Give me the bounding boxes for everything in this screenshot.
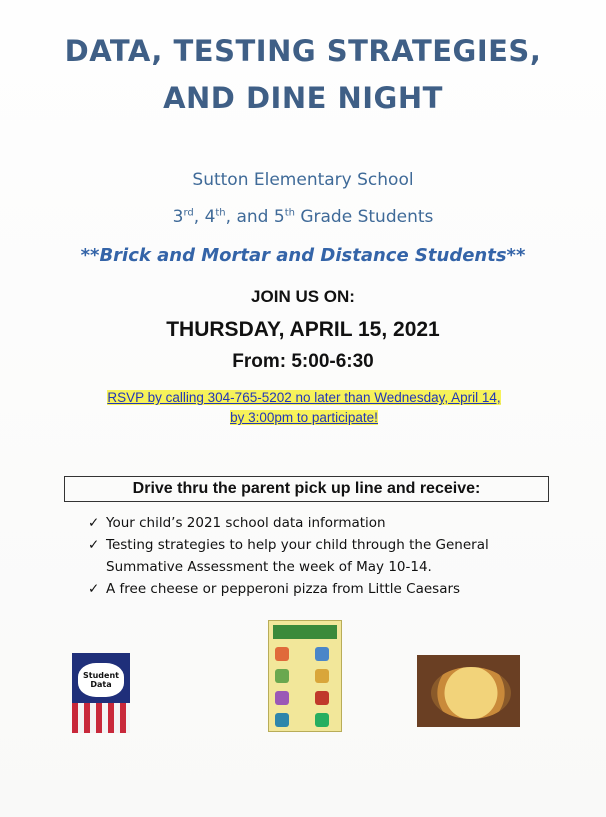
page-title xyxy=(0,28,606,122)
checkmark-icon: ✓ xyxy=(88,581,100,597)
drive-thru-heading: Drive thru the parent pick up line and receive: xyxy=(64,476,549,502)
checkmark-icon: ✓ xyxy=(88,537,100,553)
student-data-image xyxy=(72,653,130,733)
join-label: JOIN US ON: xyxy=(251,287,355,306)
grade-levels: 3rd, 4th, and 5th Grade Students xyxy=(172,207,434,227)
poster-cell xyxy=(275,691,289,705)
checkmark-icon: ✓ xyxy=(88,515,100,531)
audience-line: **Brick and Mortar and Distance Students** xyxy=(80,245,526,266)
poster-cell xyxy=(315,647,329,661)
title-line-1: DATA, TESTING STRATEGIES, xyxy=(64,34,542,68)
poster-cell xyxy=(315,669,329,683)
testing-strategies-poster-image xyxy=(268,620,342,732)
pizza-pie xyxy=(431,667,511,719)
list-item-continuation: Summative Assessment the week of May 10-14. xyxy=(106,559,432,575)
event-time: From: 5:00-6:30 xyxy=(232,351,374,372)
poster-cell xyxy=(275,713,289,727)
school-name: Sutton Elementary School xyxy=(192,170,414,190)
poster-cell xyxy=(275,669,289,683)
poster-cell xyxy=(315,713,329,727)
list-item: ✓ Your child’s 2021 school data information xyxy=(88,512,558,534)
benefits-list xyxy=(88,512,558,600)
poster-cell xyxy=(275,647,289,661)
student-data-cloud: Student Data xyxy=(78,663,124,697)
rsvp-note[interactable] xyxy=(64,388,544,428)
poster-cell xyxy=(315,691,329,705)
rsvp-line-1: RSVP by calling 304-765-5202 no later than Wednesday, April 14, xyxy=(107,390,501,405)
title-line-2: AND DINE NIGHT xyxy=(163,81,443,115)
pizza-image xyxy=(417,655,520,727)
flag-stripes xyxy=(72,703,130,733)
list-item: ✓ Testing strategies to help your child through the General xyxy=(88,534,558,556)
event-date: THURSDAY, APRIL 15, 2021 xyxy=(166,318,440,341)
rsvp-line-2: by 3:00pm to participate! xyxy=(230,410,378,425)
list-item: ✓ A free cheese or pepperoni pizza from Little Caesars xyxy=(88,578,558,600)
poster-banner xyxy=(273,625,337,639)
